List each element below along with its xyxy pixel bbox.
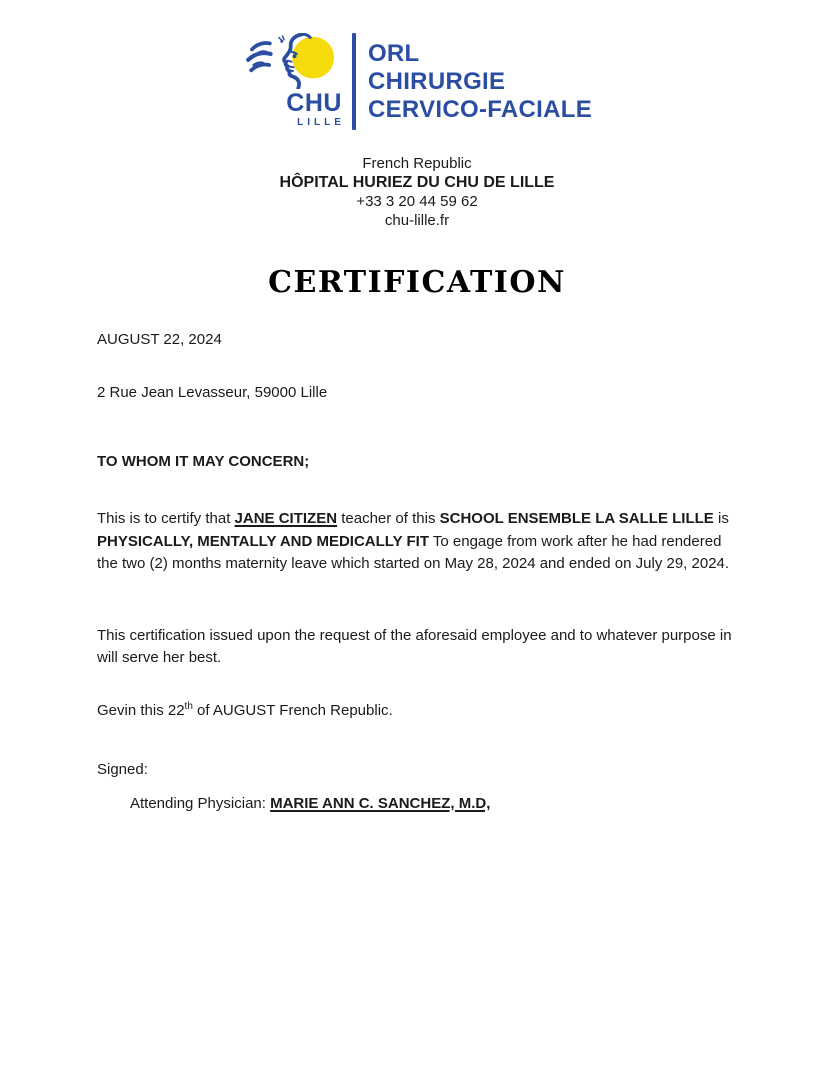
attending-label: Attending Physician:: [130, 794, 271, 812]
logo-divider: [352, 33, 356, 130]
document-title: CERTIFICATION: [268, 265, 566, 300]
header-hospital-name: HÔPITAL HURIEZ DU CHU DE LILLE: [279, 174, 555, 191]
certification-paragraph: [97, 508, 737, 576]
header-phone: +33 3 20 44 59 62: [356, 193, 478, 210]
hospital-header: [0, 154, 834, 230]
hospital-logo: [0, 33, 834, 130]
logo-department-name: [368, 33, 592, 130]
fitness-statement: PHYSICALLY, MENTALLY AND MEDICALLY FIT: [97, 532, 429, 550]
para1-text-2: teacher of this: [337, 510, 440, 527]
chu-lille-face-icon: [244, 33, 342, 89]
header-republic: French Republic: [362, 155, 472, 172]
logo-org-text: CHU: [286, 89, 342, 117]
purpose-paragraph: This certification issued upon the request of the aforesaid employee and to whatever purpose in will serve her best.: [97, 626, 732, 666]
logo-mark: [242, 33, 345, 130]
employee-name: JANE CITIZEN: [234, 510, 338, 527]
address-line: 2 Rue Jean Levasseur, 59000 Lille: [97, 384, 328, 401]
para1-text-3: is: [713, 510, 729, 527]
attending-physician-line: [97, 795, 737, 812]
para1-text-1: This is to certify that: [97, 510, 235, 527]
signed-label: Signed:: [97, 760, 148, 778]
dept-line-3: CERVICO-FACIALE: [367, 95, 593, 123]
header-website: chu-lille.fr: [384, 212, 450, 229]
given-date-line: [97, 700, 737, 722]
given-text-1: Gevin this 22: [97, 701, 185, 719]
letter-body: [97, 331, 737, 812]
dept-line-2: CHIRURGIE: [367, 67, 506, 95]
para1-text-4: To engage from work after he had rendered the two (2) months maternity leave which started on May 28, 2024 and ended on July 29, 2024.: [97, 532, 730, 572]
logo-city-text: LILLE: [297, 117, 345, 128]
ordinal-superscript: th: [184, 700, 193, 712]
dept-line-1: ORL: [367, 39, 420, 67]
salutation-line: TO WHOM IT MAY CONCERN;: [97, 453, 310, 470]
given-text-2: of AUGUST French Republic.: [192, 701, 393, 719]
school-name: SCHOOL ENSEMBLE LA SALLE LILLE: [439, 510, 714, 527]
physician-name: MARIE ANN C. SANCHEZ, M.D,: [270, 794, 491, 812]
date-line: AUGUST 22, 2024: [97, 331, 222, 348]
